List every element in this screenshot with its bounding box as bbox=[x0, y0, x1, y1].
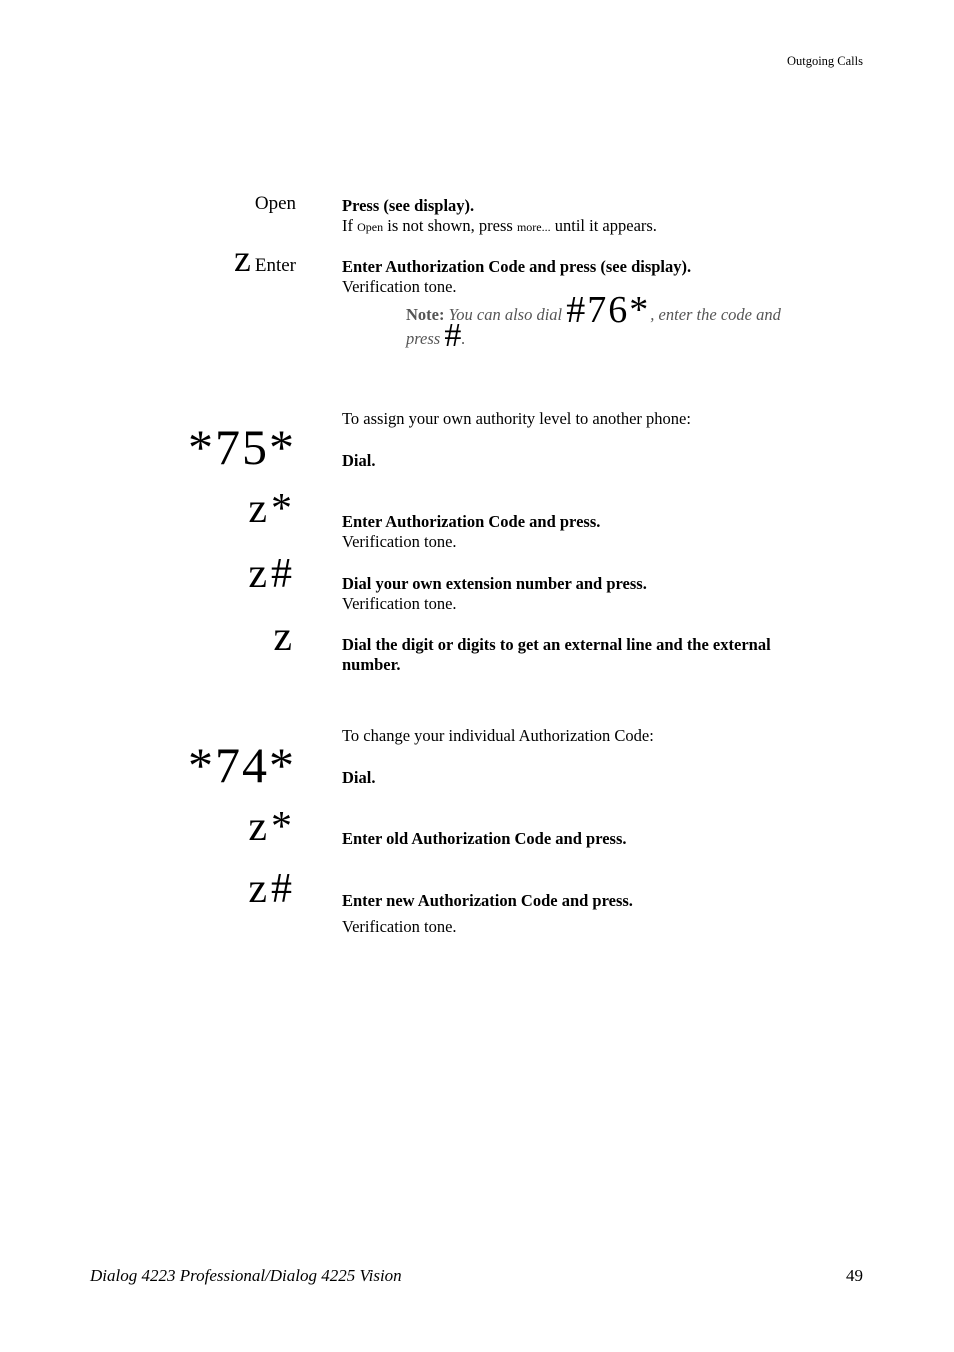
section2-step3-title: Dial the digit or digits to get an external line and the external bbox=[342, 635, 771, 654]
section2-step2-title: Dial your own extension number and press. bbox=[342, 574, 647, 593]
section2-step1-title: Enter Authorization Code and press. bbox=[342, 512, 601, 531]
section3-dial: Dial. bbox=[342, 768, 376, 787]
open-display-key: Open bbox=[357, 220, 384, 234]
running-header: Outgoing Calls bbox=[786, 54, 863, 68]
code-74-keys: *74* bbox=[188, 737, 296, 793]
footer-title: Dialog 4223 Professional/Dialog 4225 Vision bbox=[90, 1266, 402, 1285]
section2-dial: Dial. bbox=[342, 451, 376, 470]
code-76-keys: #76* bbox=[566, 289, 651, 331]
hash-key-icon: # bbox=[444, 317, 462, 354]
enter-key-group bbox=[234, 240, 296, 278]
note-text-a: You can also dial bbox=[448, 305, 563, 324]
step-open-title: Press (see display). bbox=[342, 196, 475, 215]
section2-step3 bbox=[342, 635, 771, 675]
digit-keys-icon: z bbox=[233, 238, 251, 280]
step-enter-title: Enter Authorization Code and press (see display). bbox=[342, 257, 692, 276]
page-number: 49 bbox=[846, 1266, 863, 1285]
note-box bbox=[406, 289, 806, 354]
code-star-keys: z* bbox=[248, 486, 296, 532]
code-hash-keys: z# bbox=[248, 866, 296, 912]
desc-suffix: until it appears. bbox=[554, 216, 657, 235]
step-open-instructions bbox=[342, 196, 657, 237]
section2-step1 bbox=[342, 512, 600, 552]
note-text-b: , enter the code and press bbox=[406, 305, 781, 348]
desc-mid: is not shown, press bbox=[387, 216, 513, 235]
section2-intro: To assign your own authority level to another phone: bbox=[342, 409, 691, 428]
more-display-key: more... bbox=[516, 220, 551, 234]
note-text-c: . bbox=[461, 329, 466, 348]
section2-step2-desc: Verification tone. bbox=[342, 594, 457, 613]
section3-step2 bbox=[342, 891, 633, 937]
desc-prefix: If bbox=[342, 216, 353, 235]
step-enter-desc: Verification tone. bbox=[342, 277, 457, 296]
section2-step1-desc: Verification tone. bbox=[342, 532, 457, 551]
section3-step2-title: Enter new Authorization Code and press. bbox=[342, 891, 633, 910]
digit-keys-icon: z bbox=[273, 614, 296, 660]
code-star-keys: z* bbox=[248, 804, 296, 850]
section3-step2-desc: Verification tone. bbox=[342, 917, 457, 936]
step-open-desc bbox=[342, 216, 657, 237]
open-key-label: Open bbox=[254, 193, 296, 214]
note-label: Note: bbox=[406, 305, 445, 324]
code-75-keys: *75* bbox=[188, 419, 296, 475]
section2-step3-title-cont: number. bbox=[342, 655, 401, 674]
section3-step1-title: Enter old Authorization Code and press. bbox=[342, 829, 627, 848]
section3-intro: To change your individual Authorization Code: bbox=[342, 726, 654, 745]
enter-key-label: Enter bbox=[254, 255, 296, 276]
code-hash-keys: z# bbox=[248, 551, 296, 597]
section2-step2 bbox=[342, 574, 647, 614]
